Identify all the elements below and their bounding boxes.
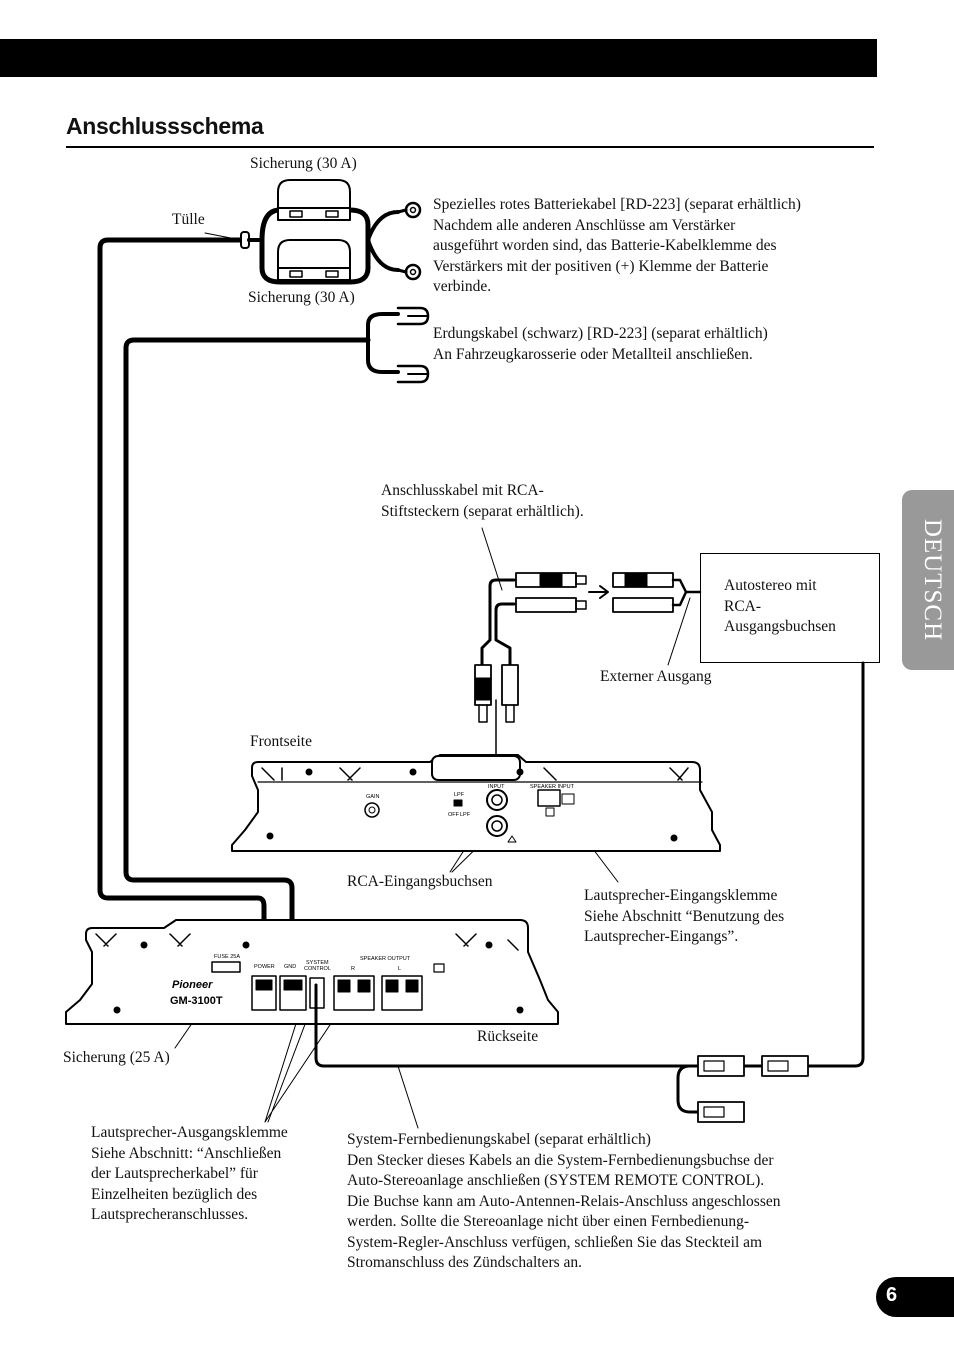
amp-front (232, 755, 720, 851)
speaker-output-label: SPEAKER OUTPUT (360, 956, 411, 962)
car-stereo-text: Autostereo mit RCA- Ausgangsbuchsen (724, 577, 836, 635)
rca-cable-text: Anschlusskabel mit RCA- Stiftsteckern (separat erhältlich). (381, 482, 584, 520)
front-side-label: Frontseite (250, 733, 312, 750)
ground-cable-text: Erdungskabel (schwarz) [RD-223] (separat erhältlich) An Fahrzeugkarosserie oder Metallteil anschließen. (433, 325, 768, 363)
svg-text:SYSTEM: SYSTEM (306, 960, 329, 966)
lpf-label: LPF (454, 792, 465, 798)
fuse-bottom-label: Sicherung (30 A) (248, 289, 355, 306)
svg-text:R: R (351, 966, 355, 972)
svg-text:GND: GND (284, 964, 297, 970)
fuse-25-label: Sicherung (25 A) (63, 1049, 170, 1066)
svg-text:POWER: POWER (254, 964, 275, 970)
ring-terminal-icon (406, 203, 420, 217)
amp-rear (66, 920, 558, 1024)
rca-inputs-label: RCA-Eingangsbuchsen (347, 873, 493, 890)
svg-text:LPF: LPF (460, 812, 471, 818)
remote-plug-icon (698, 1056, 744, 1076)
pioneer-logo: Pioneer (172, 979, 213, 991)
svg-text:L: L (398, 966, 402, 972)
rear-side-label: Rückseite (477, 1028, 539, 1045)
battery-cable-text: Spezielles rotes Batteriekabel [RD-223] (separat erhältlich) Nachdem alle anderen Anschlüsse am Verstärker ausgeführt worden sind, das Batterie-Kabelklemme des Verstärkers mit der positiven (+) Klemme der Batterie verbinde. (433, 196, 801, 295)
external-output-label: Externer Ausgang (600, 668, 712, 685)
gain-label: GAIN (366, 794, 380, 800)
model-label: GM-3100T (170, 995, 223, 1007)
grommet-label: Tülle (172, 211, 205, 228)
fuse-top-label: Sicherung (30 A) (250, 155, 357, 172)
svg-text:OFF: OFF (448, 812, 459, 818)
language-tab-label: DEUTSCH (919, 518, 946, 642)
speaker-input-label: SPEAKER INPUT (530, 784, 575, 790)
page-number: 6 (886, 1284, 898, 1306)
input-label: INPUT (488, 784, 505, 790)
speaker-output-text: Lautsprecher-Ausgangsklemme Siehe Abschnitt: “Anschließen der Lautsprecherkabel” für Einzelheiten bezüglich des Lautsprecheranschlusses. (91, 1124, 288, 1223)
svg-text:CONTROL: CONTROL (304, 966, 331, 972)
speaker-input-text: Lautsprecher-Eingangsklemme Siehe Abschnitt “Benutzung des Lautsprecher-Eingangs”. (584, 887, 785, 945)
page-title: Anschlussschema (66, 113, 264, 139)
fuse-label: FUSE 25A (214, 954, 240, 960)
remote-cable-text: System-Fernbedienungskabel (separat erhältlich) Den Stecker dieses Kabels an die System-Fernbedienungsbuchse der Auto-Stereoanlage anschließen (SYSTEM REMOTE CONTROL). Die Buchse kann am Auto-Antennen-Relais-Anschluss angeschlossen werden. Sollte die Stereoanlage nicht über einen Fernbedienung- System-Regler-Anschluss verfügen, schließen Sie das Steckteil am Stromanschluss des Zündschalters an. (347, 1131, 781, 1271)
